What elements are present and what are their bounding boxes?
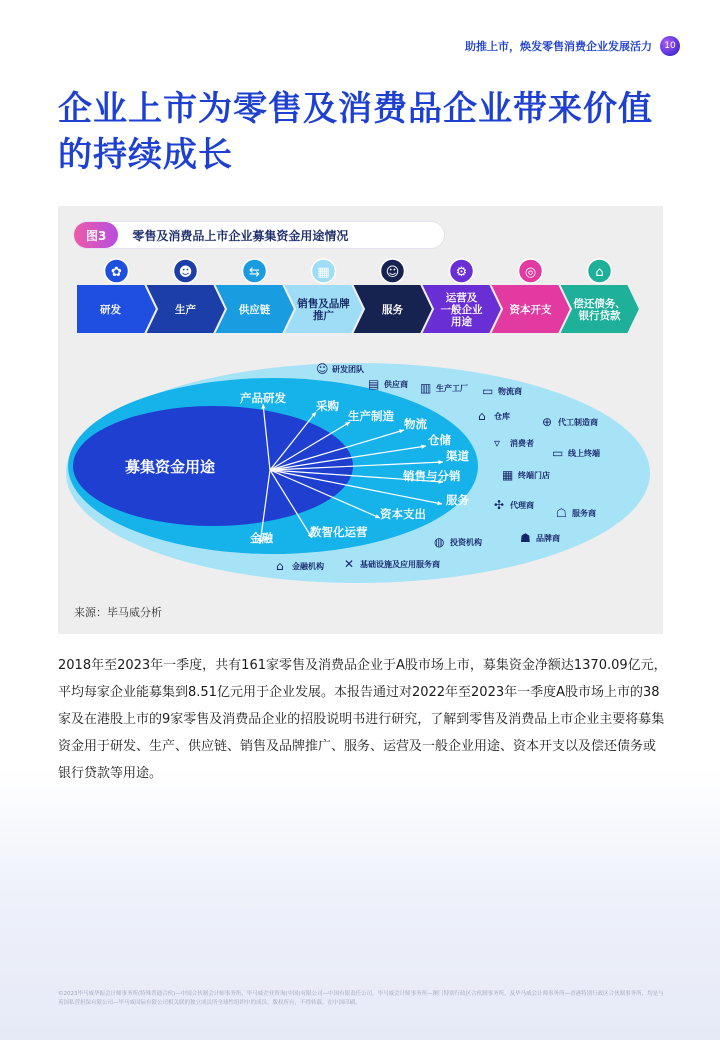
svg-text:◎: ◎ [524,265,537,280]
stakeholder-icon: ▥ [420,381,432,395]
stakeholder-icon: ☺ [316,362,329,376]
chevron-label: 推广 [313,310,334,322]
chevron-label: 偿还债务、 [573,298,626,310]
stakeholder-label: 服务商 [572,509,596,518]
chevron-label: 一般企业 [440,304,483,316]
chevron-label: 研发 [100,304,121,316]
spoke-label: 渠道 [446,449,469,463]
store-icon [312,259,336,283]
stakeholder-item [420,381,468,395]
stakeholder-item [368,377,408,391]
stakeholder-label: 物流商 [498,387,522,396]
chevron-label: 服务 [382,304,403,316]
chevron-label: 生产 [175,304,196,316]
spoke-label: 仓储 [428,433,451,447]
stakeholder-label: 基础设施及应用服务商 [360,560,440,569]
stakeholder-label: 线上终端 [568,449,600,458]
stakeholder-item [276,559,324,573]
bank-icon [588,259,612,283]
figure-label-bar [74,222,444,248]
svg-text:☺: ☺ [385,265,400,280]
chevron-label: 资本开支 [509,304,552,316]
figure-tag: 图3 [74,222,118,248]
stakeholder-item [552,446,600,460]
stakeholder-item [520,531,560,545]
stakeholder-item [482,384,522,398]
chevron-label: 银行贷款 [578,310,621,322]
stakeholder-label: 终端门店 [518,471,550,480]
stakeholder-label: 品牌商 [536,534,560,543]
running-header [465,36,680,56]
spoke-label: 数智化运营 [310,525,368,539]
svg-text:⇆: ⇆ [249,265,260,280]
operations-icon [450,259,474,283]
use-of-funds-ellipse-diagram [58,358,663,598]
page-number-badge: 10 [660,36,680,56]
stakeholder-label: 供应商 [384,380,408,389]
stakeholder-label: 研发团队 [332,365,364,374]
chevron-label: 用途 [451,316,472,328]
svg-text:☻: ☻ [178,265,193,280]
use-of-funds-chevron-flow [58,258,663,338]
stakeholder-label: 仓库 [494,412,510,421]
stakeholder-item [494,436,534,450]
stakeholder-icon: ✣ [494,498,505,512]
stakeholder-item [494,498,534,512]
stakeholder-icon: ▿ [494,436,501,450]
stakeholder-item [502,468,550,482]
running-title: 助推上市，焕发零售消费企业发展活力 [465,40,652,53]
stakeholder-icon: ⌂ [276,559,284,573]
figure-title: 零售及消费品上市企业募集资金用途情况 [132,228,349,243]
stakeholder-label: 金融机构 [292,562,324,571]
spoke-label: 服务 [446,493,469,507]
chevron-step-4 [283,284,364,334]
stakeholder-label: 消费者 [510,439,534,448]
center-label: 募集资金用途 [124,458,216,476]
figure-source: 来源：毕马威分析 [74,606,162,619]
spoke-label: 金融 [250,531,273,545]
stakeholder-item [542,415,598,429]
coins-icon [519,259,543,283]
worker-icon [174,259,198,283]
brain-icon [105,259,129,283]
stakeholder-item [478,409,510,423]
stakeholder-icon: ✕ [344,557,355,571]
person-icon [381,259,405,283]
body-paragraph: 2018年至2023年一季度，共有161家零售及消费品企业于A股市场上市，募集资金净额达1370.09亿元，平均每家企业能募集到8.51亿元用于企业发展。本报告通过对2022年至2023年一季度A股市场上市的38家及在港股上市的9家零售及消费品企业的招股说明书进行研究，了解到零售及消费品上市企业主要将募集资金用于研发、生产、供应链、销售及品牌推广、服务、运营及一般企业用途、资本开支以及偿还债务或银行贷款等用途。 [58,658,667,781]
stakeholder-icon: ▦ [502,468,514,482]
svg-text:▦: ▦ [317,265,330,280]
stakeholder-icon: ▭ [552,446,564,460]
chevron-label: 供应链 [238,304,271,316]
stakeholder-icon: ⊕ [542,415,553,429]
stakeholder-label: 生产工厂 [436,384,468,393]
svg-text:⌂: ⌂ [595,265,604,280]
chevron-step-1 [76,284,157,334]
stakeholder-icon: ◍ [434,535,445,549]
spoke-label: 生产制造 [348,409,394,423]
stakeholder-label: 投资机构 [450,538,482,547]
chevron-step-5 [352,284,433,334]
supply-chain-icon [243,259,267,283]
spoke-label: 物流 [404,417,427,431]
figure-3 [58,206,663,634]
page-title: 企业上市为零售及消费品企业带来价值的持续成长 [58,89,653,175]
svg-text:✿: ✿ [111,265,122,280]
stakeholder-icon: ☗ [520,531,531,545]
chevron-step-7 [490,284,571,334]
chevron-step-3 [214,284,295,334]
stakeholder-label: 代工制造商 [558,418,598,427]
spoke-label: 销售与分销 [403,469,461,483]
spoke-label: 产品研发 [240,391,286,405]
chevron-label: 销售及品牌 [297,298,350,310]
stakeholder-icon: ⌂ [478,409,486,423]
spoke-label: 采购 [316,399,339,413]
chevron-label: 运营及 [445,292,478,304]
chevron-step-8 [559,284,640,334]
chevron-step-2 [145,284,226,334]
chevron-step-6 [421,284,502,334]
spoke-label: 资本支出 [380,507,426,521]
stakeholder-item [434,535,482,549]
footer-disclaimer: ©2023毕马威华振会计师事务所(特殊普通合伙)—中国合伙制会计师事务所，毕马威企业咨询(中国)有限公司—中国有限责任公司，毕马威会计师事务所—澳门特别行政区合伙制事务所，及毕马威会计师事务所—香港特别行政区合伙制事务所，均是与英国私营担保有限公司—毕马威国际有限公司相关联的独立成员所全球性组织中的成员。版权所有，不得转载。在中国印刷。 [58,991,664,1006]
stakeholder-icon: ▤ [368,377,380,391]
svg-text:⚙: ⚙ [455,265,468,280]
stakeholder-icon: ☖ [556,506,567,520]
stakeholder-item [316,362,364,376]
stakeholder-label: 代理商 [510,501,534,510]
stakeholder-icon: ▭ [482,384,494,398]
center-ellipse [73,406,353,526]
stakeholder-item [556,506,596,520]
